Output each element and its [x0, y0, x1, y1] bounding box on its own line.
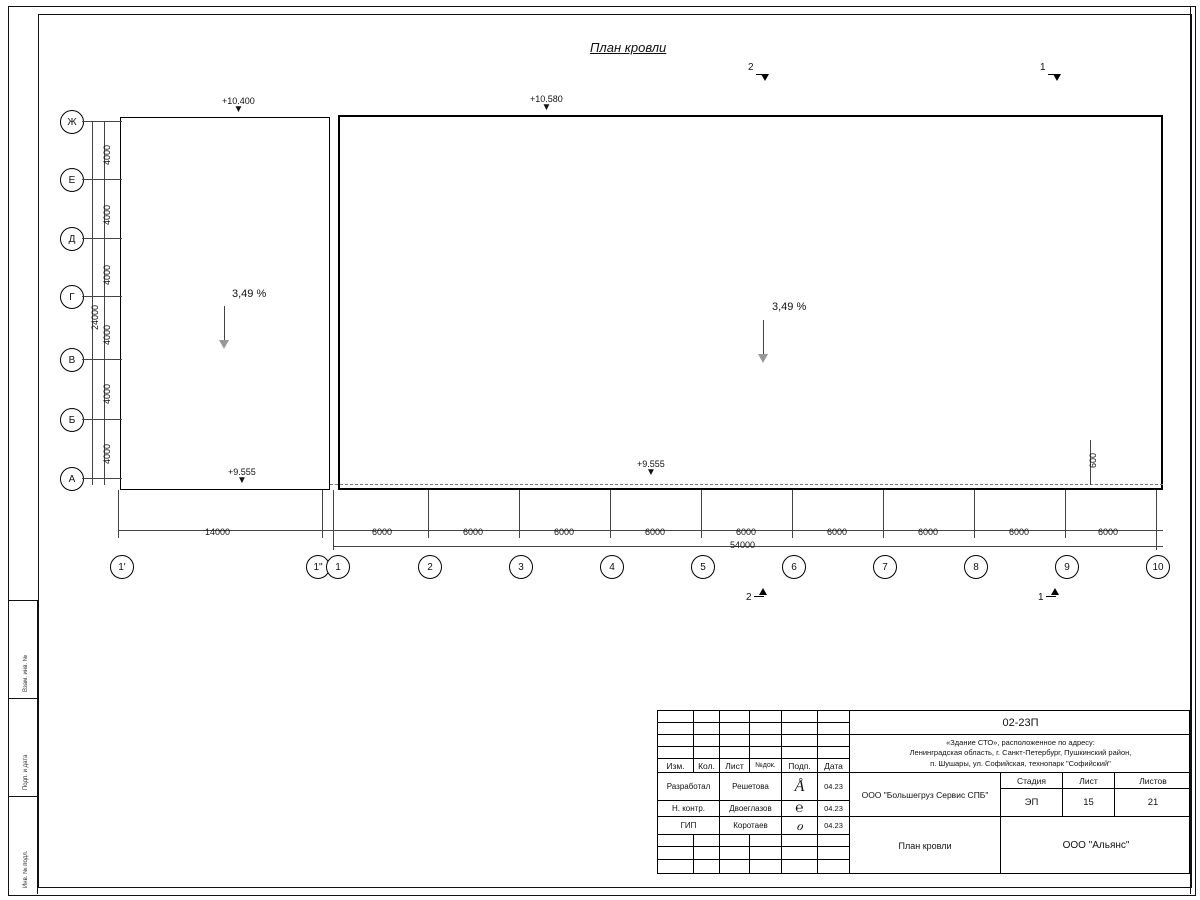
object-address-line1: Ленинградская область, г. Санкт-Петербург, Пушкинский район,	[909, 748, 1132, 758]
revision-cell	[818, 860, 850, 874]
dim-tick	[322, 490, 323, 538]
revision-cell	[720, 711, 750, 723]
revision-cell	[782, 835, 818, 847]
section-mark-tail	[1046, 596, 1056, 597]
vertical-dim-value: 4000	[102, 144, 112, 165]
revision-cell	[720, 847, 750, 860]
axis-bubble-7[interactable]: 7	[873, 555, 897, 579]
horizontal-dim-value: 6000	[736, 527, 757, 537]
axis-bubble-3[interactable]: 3	[509, 555, 533, 579]
axis-leader	[82, 478, 122, 479]
left-margin-strip	[9, 600, 38, 894]
revision-cell	[694, 735, 720, 747]
dim-tick	[883, 490, 884, 538]
roof-axis-dashed-line	[330, 484, 1163, 485]
vertical-dim-value: 4000	[102, 204, 112, 225]
vertical-dim-value: 4000	[102, 264, 112, 285]
elevation-value: +9.555	[228, 467, 256, 477]
axis-bubble-1prime[interactable]: 1'	[110, 555, 134, 579]
dim-tick	[974, 490, 975, 538]
elevation-value: +10.400	[222, 96, 255, 106]
revision-header-list: Лист	[720, 759, 750, 773]
stage-value-stadia: ЭП	[1001, 789, 1063, 817]
revision-header-ndok: №док.	[750, 759, 782, 773]
revision-cell	[658, 711, 694, 723]
revision-cell	[782, 747, 818, 759]
elevation-arrow-icon: ▼	[645, 467, 656, 478]
section-mark-head-icon	[759, 588, 767, 595]
vertical-dim-value: 4000	[102, 443, 112, 464]
role-name-norm-control: Двоеглазов	[720, 801, 782, 817]
role-label-gip: ГИП	[658, 817, 720, 835]
revision-cell	[720, 723, 750, 735]
signature-glyph: ℮	[795, 800, 804, 816]
stage-value-list: 15	[1063, 789, 1115, 817]
object-name: «Здание СТО», расположенное по адресу:	[946, 738, 1095, 748]
revision-cell	[818, 847, 850, 860]
revision-cell	[750, 735, 782, 747]
vertical-dim-line	[104, 121, 105, 485]
elevation-mark	[530, 94, 563, 112]
elevation-mark	[228, 467, 256, 485]
horizontal-dim-value: 6000	[1098, 527, 1119, 537]
revision-cell	[694, 711, 720, 723]
revision-cell	[750, 860, 782, 874]
revision-cell	[750, 835, 782, 847]
left-margin-label: Инв. № подл.	[23, 850, 29, 888]
revision-cell	[658, 747, 694, 759]
role-label-norm-control: Н. контр.	[658, 801, 720, 817]
axis-bubble-5[interactable]: 5	[691, 555, 715, 579]
slope-arrow-shaft	[763, 320, 764, 358]
elevation-mark	[637, 459, 665, 477]
revision-cell	[720, 860, 750, 874]
elevation-value: +9.555	[637, 459, 665, 469]
revision-header-podp: Подп.	[782, 759, 818, 773]
role-name-developer: Решетова	[720, 773, 782, 801]
revision-cell	[694, 747, 720, 759]
axis-bubble-1dprime[interactable]: 1"	[306, 555, 330, 579]
revision-cell	[658, 835, 694, 847]
signature-glyph: Å	[794, 777, 805, 795]
axis-bubble-8[interactable]: 8	[964, 555, 988, 579]
revision-header-data: Дата	[818, 759, 850, 773]
dim-tick	[792, 490, 793, 538]
roof-outline-right	[338, 115, 1163, 490]
stage-header-stadia: Стадия	[1001, 773, 1063, 789]
horizontal-dim-value: 6000	[372, 527, 393, 537]
axis-leader	[82, 359, 122, 360]
dim-tick	[701, 490, 702, 538]
elevation-arrow-icon: ▼	[236, 475, 247, 486]
revision-cell	[782, 847, 818, 860]
slope-label: 3,49 %	[232, 288, 267, 300]
revision-cell	[818, 747, 850, 759]
axis-bubble-zh[interactable]: Ж	[60, 110, 84, 134]
axis-leader	[82, 238, 122, 239]
section-mark-2-bottom[interactable]	[746, 592, 752, 603]
left-margin-label: Подп. и дата	[23, 754, 29, 790]
role-date-norm-control: 04.23	[818, 801, 850, 817]
axis-bubble-4[interactable]: 4	[600, 555, 624, 579]
left-margin-label: Взам. инв. №	[23, 654, 29, 692]
revision-cell	[694, 835, 720, 847]
elevation-arrow-icon: ▼	[541, 102, 552, 113]
axis-bubble-d[interactable]: Д	[60, 227, 84, 251]
vertical-dim-value: 4000	[102, 324, 112, 345]
dim-tick	[610, 490, 611, 538]
revision-cell	[782, 711, 818, 723]
section-mark-head-icon	[1053, 74, 1061, 81]
revision-cell	[750, 847, 782, 860]
revision-cell	[694, 860, 720, 874]
horizontal-dim-value: 14000	[205, 527, 231, 537]
axis-leader	[82, 179, 122, 180]
revision-cell	[782, 860, 818, 874]
section-mark-label: 1	[1038, 592, 1044, 603]
title-block	[657, 710, 1190, 874]
horizontal-total-dim-value: 54000	[730, 540, 756, 550]
revision-cell	[750, 711, 782, 723]
horizontal-dim-value: 6000	[1009, 527, 1030, 537]
role-signature-gip	[782, 817, 818, 835]
project-code: 02-23П	[850, 711, 1191, 735]
slope-label: 3,49 %	[772, 301, 807, 313]
revision-cell	[750, 747, 782, 759]
revision-cell	[818, 735, 850, 747]
revision-cell	[694, 723, 720, 735]
axis-leader	[82, 296, 122, 297]
stage-header-list: Лист	[1063, 773, 1115, 789]
revision-cell	[750, 723, 782, 735]
revision-cell	[720, 747, 750, 759]
axis-bubble-g[interactable]: Г	[60, 285, 84, 309]
role-date-developer: 04.23	[818, 773, 850, 801]
slope-arrow-head-icon	[758, 354, 768, 363]
horizontal-dim-line	[118, 530, 1163, 531]
axis-bubble-e[interactable]: Е	[60, 168, 84, 192]
axis-leader	[82, 419, 122, 420]
edge-dim-value: 600	[1088, 452, 1098, 468]
dim-tick	[1065, 490, 1066, 538]
company-left: ООО "Большегруз Сервис СПБ"	[850, 773, 1001, 817]
revision-cell	[658, 723, 694, 735]
stage-header-listov: Листов	[1115, 773, 1191, 789]
axis-bubble-10[interactable]: 10	[1146, 555, 1170, 579]
horizontal-dim-value: 6000	[463, 527, 484, 537]
vertical-dim-value: 4000	[102, 383, 112, 404]
axis-bubble-2[interactable]: 2	[418, 555, 442, 579]
revision-cell	[658, 860, 694, 874]
section-mark-label: 1	[1040, 62, 1046, 73]
slope-arrow-head-icon	[219, 340, 229, 349]
section-mark-1-bottom[interactable]	[1038, 592, 1044, 603]
axis-bubble-6[interactable]: 6	[782, 555, 806, 579]
horizontal-dim-value: 6000	[827, 527, 848, 537]
revision-cell	[782, 723, 818, 735]
section-mark-head-icon	[1051, 588, 1059, 595]
revision-cell	[818, 723, 850, 735]
role-name-gip: Коротаев	[720, 817, 782, 835]
company-right: ООО "Альянс"	[1062, 840, 1130, 851]
role-label-developer: Разработал	[658, 773, 720, 801]
object-description	[850, 735, 1191, 773]
object-address-line2: п. Шушары, ул. Софийская, технопарк "Софийский"	[930, 758, 1111, 768]
revision-cell	[694, 847, 720, 860]
vertical-total-dim-value: 24000	[90, 304, 100, 330]
slope-arrow-shaft	[224, 306, 225, 344]
vertical-total-dim-line	[92, 121, 93, 485]
dim-tick	[118, 490, 119, 538]
dim-tick	[1156, 490, 1157, 550]
revision-header-izm: Изм.	[658, 759, 694, 773]
revision-cell	[720, 835, 750, 847]
section-mark-2-top[interactable]	[748, 62, 754, 73]
role-signature-developer	[782, 773, 818, 801]
revision-cell	[658, 735, 694, 747]
elevation-mark	[222, 96, 255, 114]
elevation-value: +10.580	[530, 94, 563, 104]
axis-bubble-a[interactable]: А	[60, 467, 84, 491]
signature-glyph: ℴ	[796, 818, 803, 834]
axis-leader	[82, 121, 122, 122]
revision-cell	[720, 735, 750, 747]
sheet-title: План кровли	[850, 817, 1001, 874]
revision-header-kol: Кол.	[694, 759, 720, 773]
dim-tick	[519, 490, 520, 538]
role-date-gip: 04.23	[818, 817, 850, 835]
axis-bubble-b[interactable]: Б	[60, 408, 84, 432]
horizontal-dim-value: 6000	[918, 527, 939, 537]
revision-cell	[782, 735, 818, 747]
dim-tick	[333, 490, 334, 550]
section-mark-label: 2	[746, 592, 752, 603]
role-signature-norm-control	[782, 801, 818, 817]
dim-tick	[428, 490, 429, 538]
section-mark-label: 2	[748, 62, 754, 73]
revision-cell	[818, 711, 850, 723]
page-title: План кровли	[590, 40, 667, 55]
axis-bubble-1[interactable]: 1	[326, 555, 350, 579]
axis-bubble-v[interactable]: В	[60, 348, 84, 372]
revision-cell	[818, 835, 850, 847]
elevation-arrow-icon: ▼	[233, 104, 244, 115]
revision-cell	[658, 847, 694, 860]
horizontal-dim-value: 6000	[554, 527, 575, 537]
section-mark-1-top[interactable]	[1040, 62, 1046, 73]
stage-value-listov: 21	[1115, 789, 1191, 817]
axis-bubble-9[interactable]: 9	[1055, 555, 1079, 579]
horizontal-dim-value: 6000	[645, 527, 666, 537]
section-mark-head-icon	[761, 74, 769, 81]
section-mark-tail	[754, 596, 764, 597]
roof-outline-left	[120, 117, 330, 490]
